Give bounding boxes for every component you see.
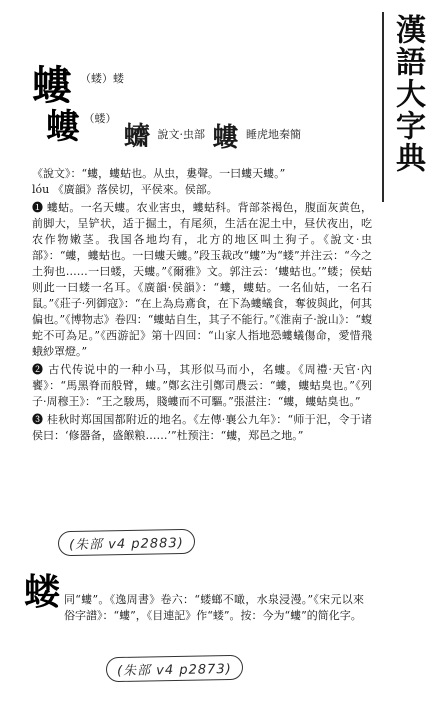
variant-note: （蝼）蝼 <box>80 72 124 85</box>
entry2-definition <box>64 592 364 624</box>
definition-paragraph: 《說文》：“螻，螻蛄也。从虫，婁聲。一曰螻天螻。” <box>32 167 286 180</box>
dictionary-title: 漢語大字典 <box>390 14 425 174</box>
definition-paragraph: ❷ 古代传说中的一种小马，其形似马而小，名螻。《周禮·天官·內饔》：“馬黑脊而般臂，螻。”鄭玄注引鄭司農云：“螻，螻蛄臭也。”《列子·周穆王》：“王之駿馬，賤螻而不可驅。”張湛注：“螻，螻蛄臭也。” <box>32 363 372 408</box>
entry1-definitions <box>32 166 372 444</box>
headword-line <box>46 107 302 154</box>
handwritten-reference-1: (朱部 v4 p2883) <box>58 530 195 555</box>
definition-paragraph: ❸ 桂秋时郑国国都附近的地名。《左傳·襄公九年》：“师于汜，令于诸侯曰：‘修器备，盛餱粮……’”杜预注：“螻，郑邑之地。” <box>32 413 372 442</box>
definition-paragraph: ❶ 螻蛄。一名天螻。农业害虫，螻蛄科。背部茶褐色，腹面灰黄色，前脚大，呈铲状，适于掘土，有尾须，生活在泥土中，昼伏夜出，吃农作物嫩茎。我国各地均有，北方的地区叫土狗子。《說文·虫部》：“螻，螻蛄也。一曰螻天螻。”段玉裁改“螻”为“蝼”并注云：“今之土狗也……一曰蝼，天螻。”《爾雅》文。郭注云：‘螻蛄也。’”蝼；侯蛄则此一曰蝼一名耳。《廣韻·侯韻》：“螻，螻蛄。一名仙姑，一名石鼠。”《莊子·列御寇》：“在上為烏鳶食，在下為螻蟻食，奪彼與此，何其偏也。”《博物志》卷四：“螻蛄自生，其子不能行。”《淮南子·說山》：“蝮蛇不可為足。”《西游記》第十四回：“山家人指地恐螻蟻傷命，愛惜飛蛾紗罩燈。” <box>32 201 372 358</box>
headword-large: 螻 <box>32 62 72 109</box>
handwritten-reference-2: (朱部 v4 p2873) <box>106 656 243 681</box>
title-divider <box>382 12 384 202</box>
headword-second: 螻 <box>46 107 80 147</box>
headword-variant: 蝼 <box>24 571 61 613</box>
source-shuowen: 說文·虫部 <box>157 128 206 141</box>
definition-paragraph: 同“螻”。《逸周書》卷六：“蝼螂不噉，水泉浸漫。”《宋元以來俗字譜》：“螻”，《目連記》作“蝼”。按：今为“螻”的简化字。 <box>64 593 364 622</box>
headword-second-note: （蝼） <box>83 112 117 125</box>
seal-script-form-2: 螻 <box>212 122 239 153</box>
seal-script-form: 𧕚 <box>124 121 151 152</box>
definition-paragraph: lóu 《廣韻》落侯切，平侯來。侯部。 <box>32 183 218 196</box>
source-shuihudi: 睡虎地秦簡 <box>246 128 302 141</box>
